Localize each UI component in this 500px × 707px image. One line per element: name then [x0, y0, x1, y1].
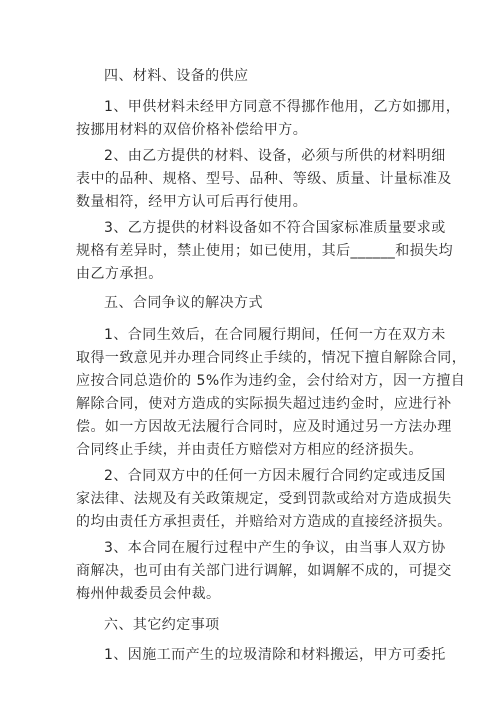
- paragraph-line: 偿。如一方因故无法履行合同时，应及时通过另一方法办理: [76, 419, 452, 435]
- paragraph-line: 3、本合同在履行过程中产生的争议，由当事人双方协: [104, 540, 446, 556]
- paragraph-line: 梅州仲裁委员会仲裁。: [76, 586, 221, 602]
- paragraph-line: 规格有差异时，禁止使用；如已使用，其后______和损失均: [76, 243, 454, 259]
- paragraph-line: 2、由乙方提供的材料、设备，必须与所供的材料明细: [104, 148, 446, 164]
- section-heading-other: 六、其它约定事项: [104, 617, 220, 633]
- paragraph-line: 应按合同总造价的 5%作为违约金，会付给对方，因一方擅自: [76, 373, 466, 389]
- paragraph-line: 表中的品种、规格、型号、品种、等级、质量、计量标准及: [76, 171, 452, 187]
- paragraph-line: 2、合同双方中的任何一方因未履行合同约定或违反国: [104, 468, 446, 484]
- section-heading-disputes: 五、合同争议的解决方式: [104, 295, 263, 311]
- paragraph-line: 1、甲供材料未经甲方同意不得挪作他用，乙方如挪用，: [104, 99, 461, 115]
- paragraph-line: 由乙方承担。: [76, 266, 163, 282]
- paragraph-line: 3、乙方提供的材料设备如不符合国家标准质量要求或: [104, 220, 446, 236]
- paragraph-line: 家法律、法规及有关政策规定，受到罚款或给对方造成损失: [76, 491, 452, 507]
- paragraph-line: 按挪用材料的双倍价格补偿给甲方。: [76, 122, 308, 138]
- paragraph-line: 合同终止手续，并由责任方赔偿对方相应的经济损失。: [76, 442, 423, 458]
- paragraph-line: 取得一致意见并办理合同终止手续的，情况下擅自解除合同，: [76, 350, 467, 366]
- paragraph-line: 数量相符，经甲方认可后再行使用。: [76, 194, 308, 210]
- paragraph-line: 解除合同，使对方造成的实际损失超过违约金时，应进行补: [76, 396, 452, 412]
- section-heading-materials: 四、材料、设备的供应: [104, 68, 249, 84]
- paragraph-line: 的均由责任方承担责任，并赔给对方造成的直接经济损失。: [76, 514, 452, 530]
- paragraph-line: 商解决，也可由有关部门进行调解，如调解不成的，可提交: [76, 563, 452, 579]
- paragraph-line: 1、因施工而产生的垃圾清除和材料搬运，甲方可委托: [104, 647, 446, 663]
- paragraph-line: 1、合同生效后，在合同履行期间，任何一方在双方未: [104, 327, 446, 343]
